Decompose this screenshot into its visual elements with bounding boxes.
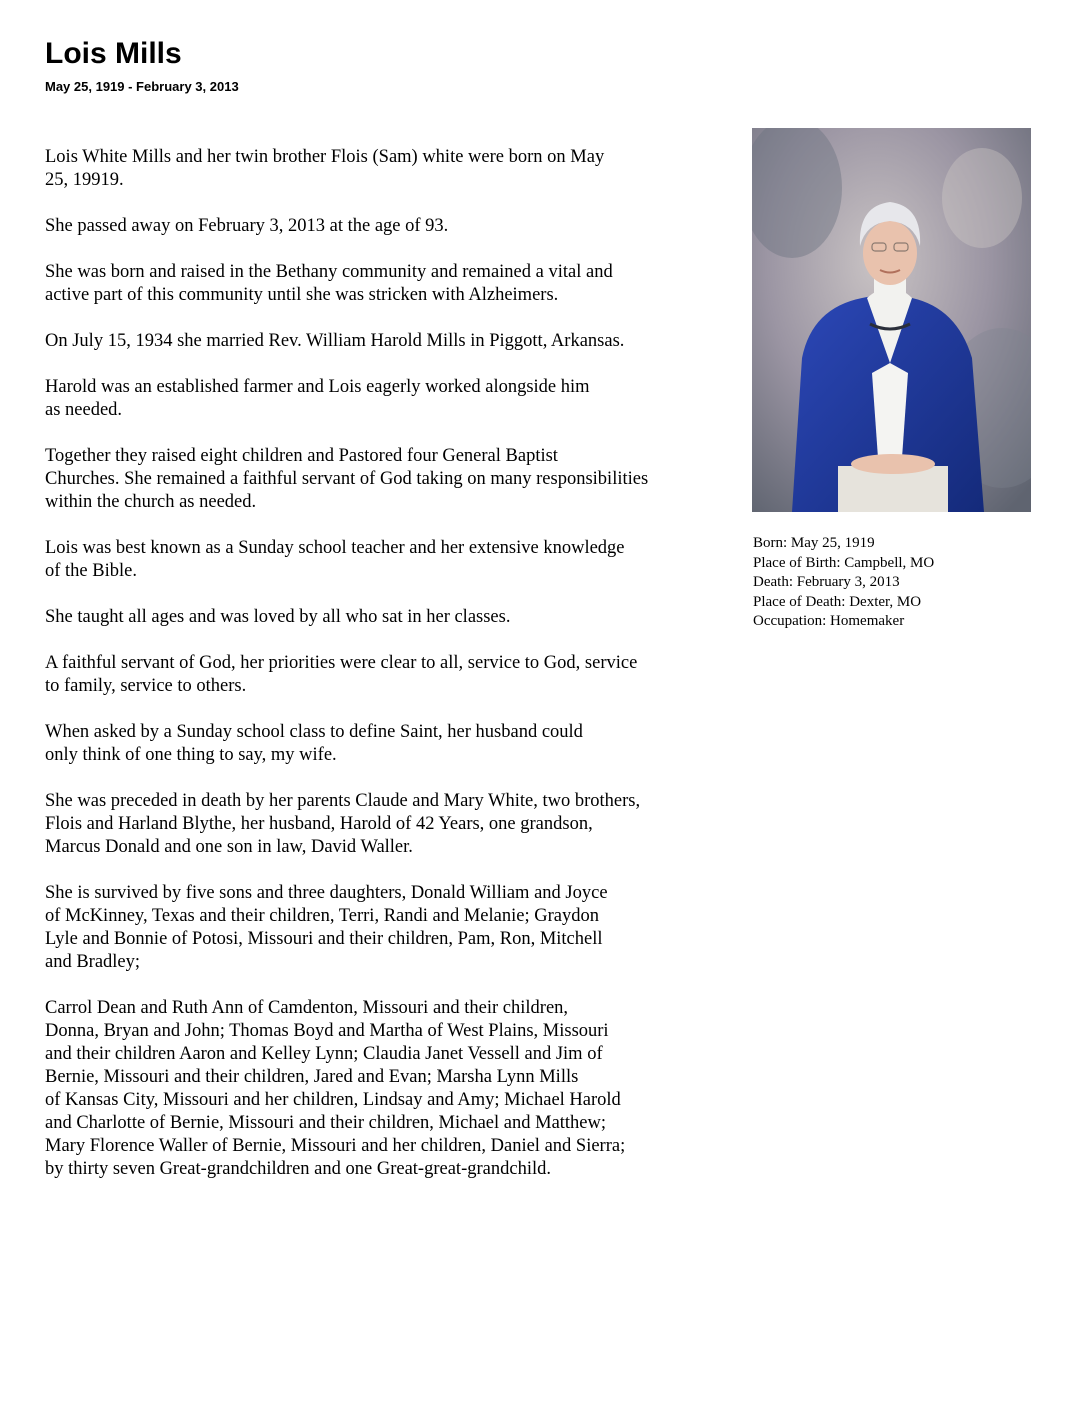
paragraph-preceded: She was preceded in death by her parents Claude and Mary White, two brothers, Flois and Harland Blythe, her husband, Harold of 42 Years, one grandson, Marcus Donald and one son in law, David Waller.: [45, 791, 641, 857]
fact-place-of-birth: Place of Birth: Campbell, MO: [753, 554, 935, 571]
portrait-illustration: [752, 128, 1031, 512]
hands: [851, 454, 935, 474]
paragraph-birth: Lois White Mills and her twin brother Flois (Sam) white were born on May 25, 19919.: [45, 147, 605, 190]
paragraph-classes: She taught all ages and was loved by all who sat in her classes.: [45, 607, 511, 627]
paragraph-passing: She passed away on February 3, 2013 at the age of 93.: [45, 216, 449, 236]
paragraph-farm: Harold was an established farmer and Lois eagerly worked alongside him as needed.: [45, 377, 590, 420]
paragraph-survived: She is survived by five sons and three daughters, Donald William and Joyce of McKinney, Texas and their children, Terri, Randi and Melanie; Graydon Lyle and Bonnie of Potosi, Missouri and their children, Pam, Ron, Mitchell and Bradley;: [45, 883, 608, 972]
page-title: Lois Mills: [45, 37, 182, 70]
obituary-text: [45, 146, 745, 1204]
paragraph-priorities: A faithful servant of God, her priorities were clear to all, service to God, service to family, service to others.: [45, 653, 638, 696]
fact-death: Death: February 3, 2013: [753, 574, 900, 590]
fact-occupation: Occupation: Homemaker: [753, 613, 905, 629]
paragraph-survived-continued: Carrol Dean and Ruth Ann of Camdenton, Missouri and their children, Donna, Bryan and John; Thomas Boyd and Martha of West Plains, Missouri and their children Aaron and Kelley Lynn; Claudia Janet Vessell and Jim of Bernie, Missouri and their children, Jared and Evan; Marsha Lynn Mills of Kansas City, Missouri and her children, Lindsay and Amy; Michael Harold and Charlotte of Bernie, Missouri and their children, Michael and Matthew; Mary Florence Waller of Bernie, Missouri and her children, Daniel and Sierra; by thirty seven Great-grandchildren and one Great-great-grandchild.: [45, 998, 626, 1179]
portrait-photo: [752, 128, 1031, 512]
paragraph-community: She was born and raised in the Bethany community and remained a vital and active part of this community until she was stricken with Alzheimers.: [45, 262, 613, 305]
life-dates: May 25, 1919 - February 3, 2013: [45, 79, 239, 94]
vital-facts: [753, 534, 934, 632]
paragraph-children: Together they raised eight children and Pastored four General Baptist Churches. She remained a faithful servant of God taking on many responsibilities within the church as needed.: [45, 446, 649, 512]
paragraph-marriage: On July 15, 1934 she married Rev. William Harold Mills in Piggott, Arkansas.: [45, 331, 625, 351]
paragraph-saint: When asked by a Sunday school class to define Saint, her husband could only think of one thing to say, my wife.: [45, 722, 583, 765]
fact-place-of-death: Place of Death: Dexter, MO: [753, 593, 922, 610]
face: [863, 221, 917, 285]
paragraph-teacher: Lois was best known as a Sunday school teacher and her extensive knowledge of the Bible.: [45, 538, 625, 581]
fact-born: Born: May 25, 1919: [753, 535, 875, 551]
